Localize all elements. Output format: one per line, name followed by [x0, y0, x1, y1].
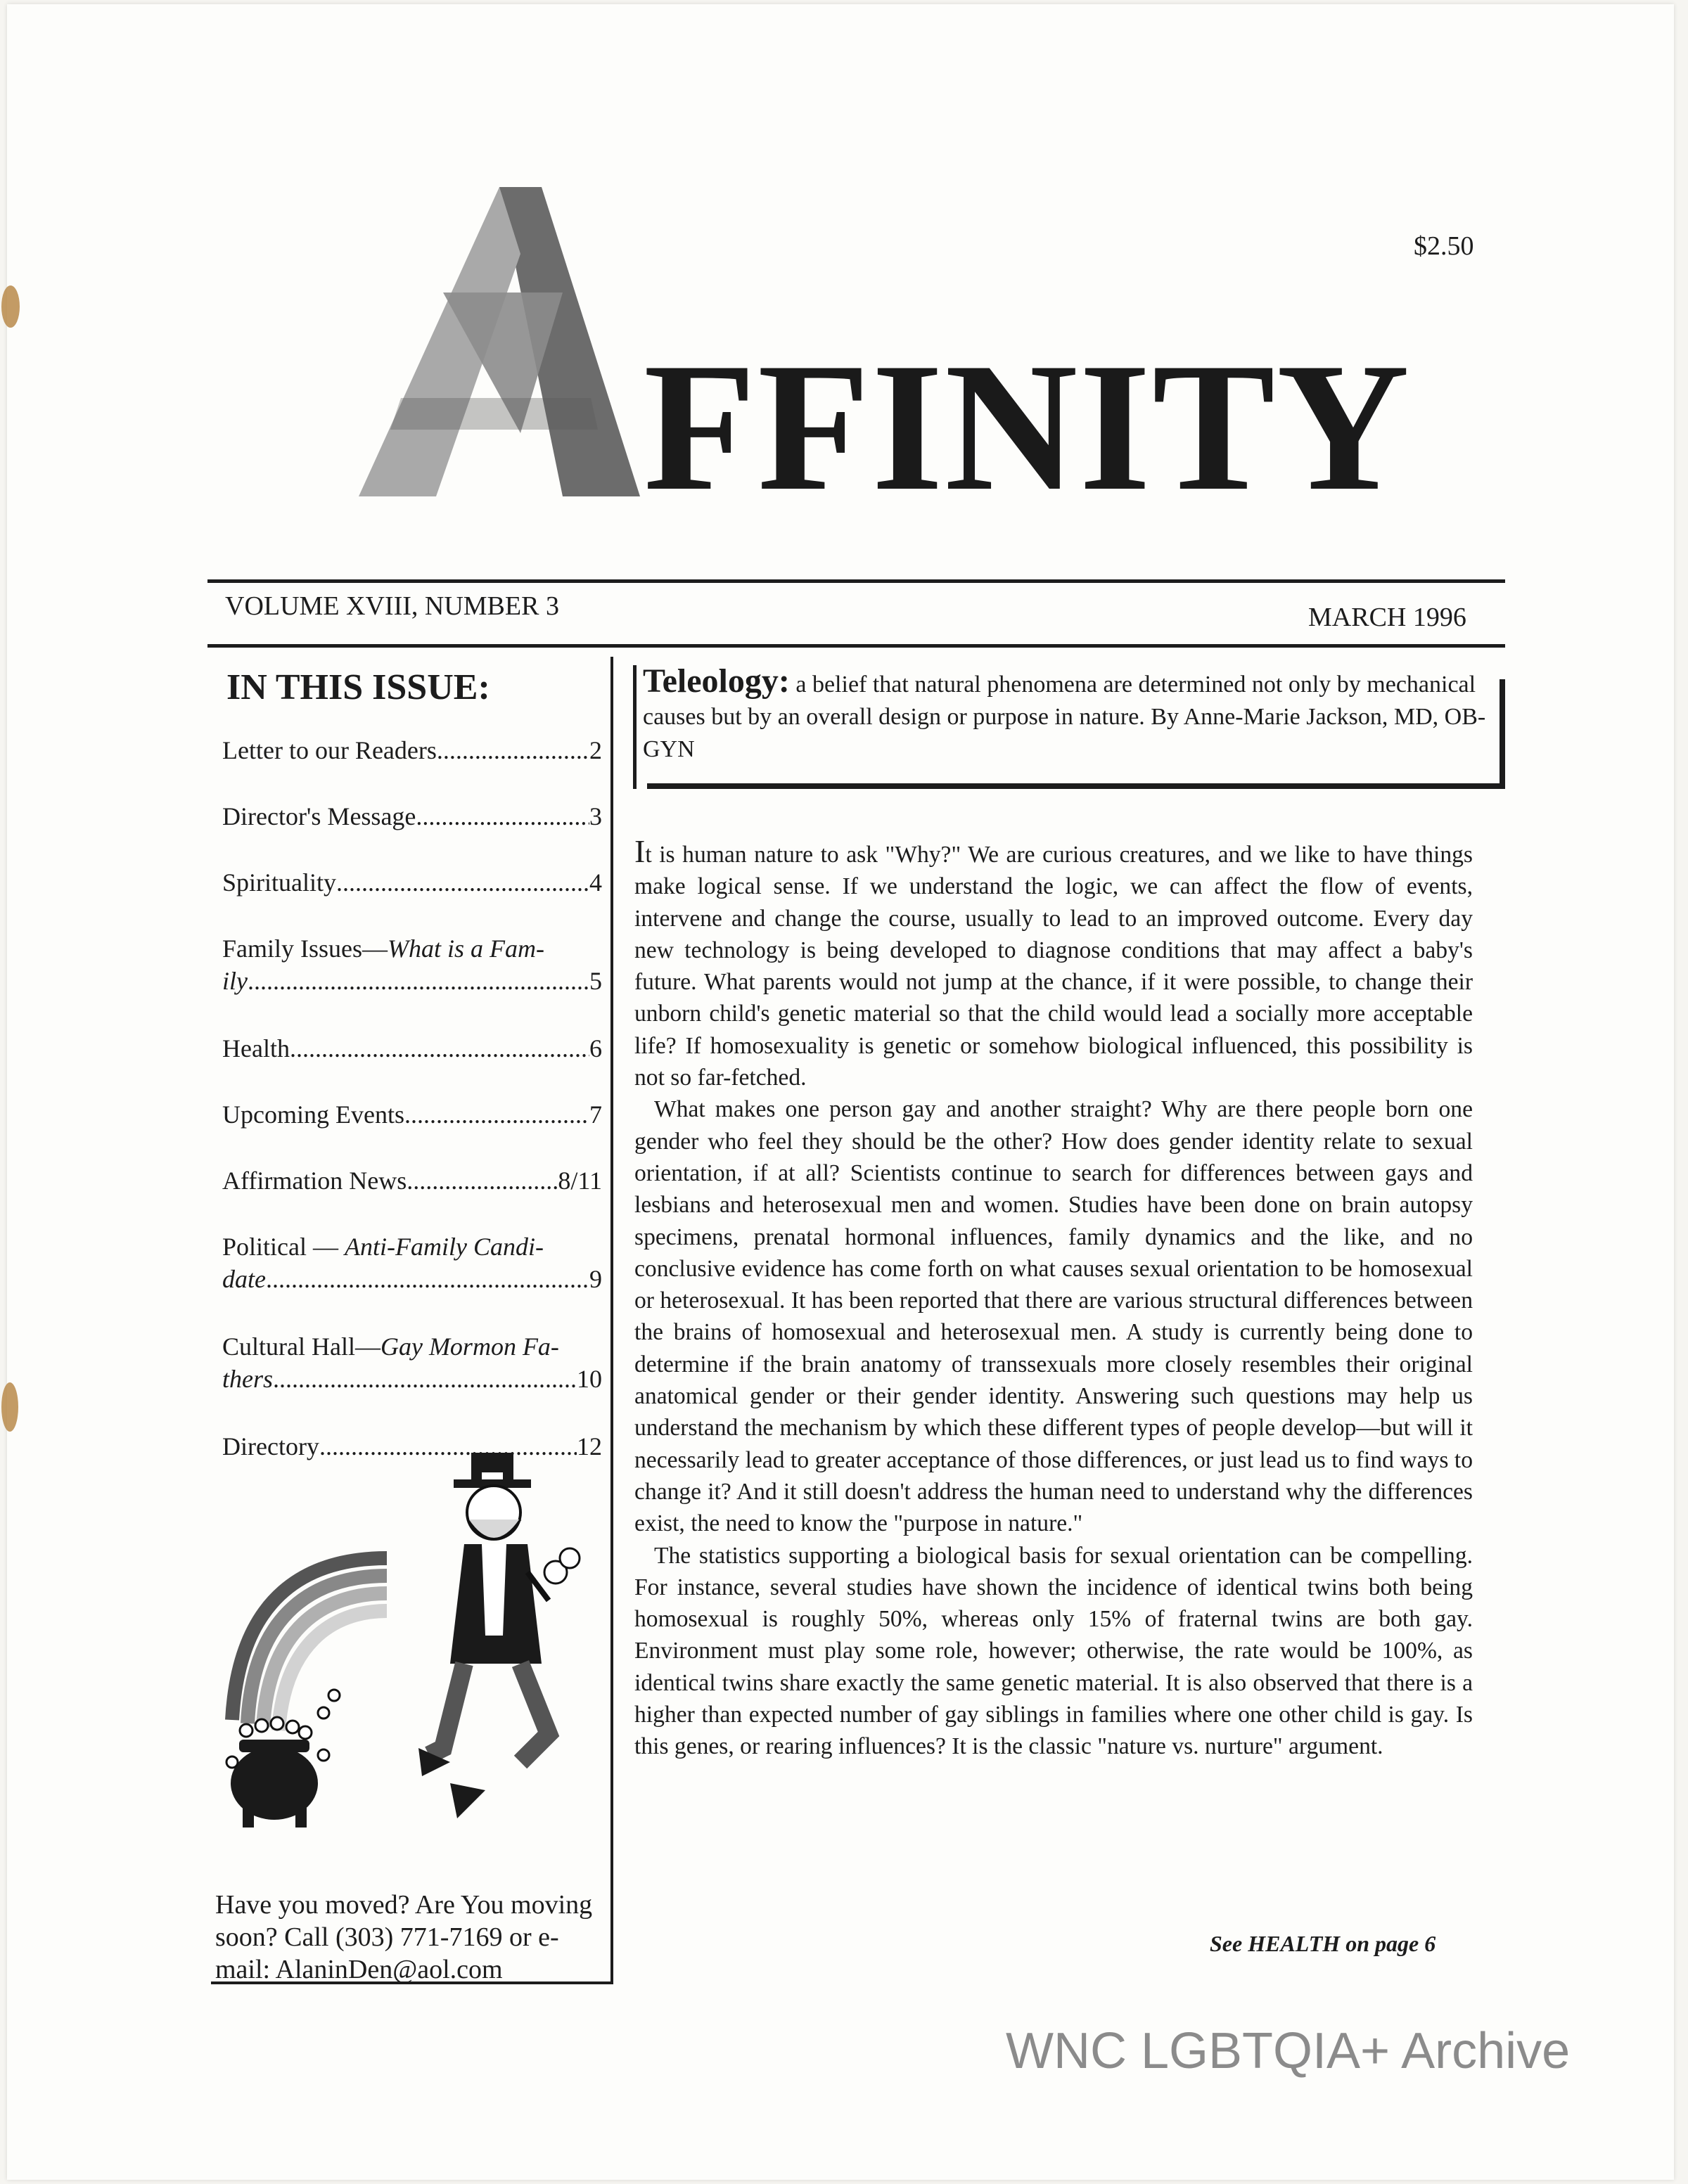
masthead-logo-a — [359, 187, 654, 503]
toc-label: Health — [222, 1034, 290, 1062]
toc-page: 6 — [589, 1034, 602, 1062]
heading-box-bottom — [647, 783, 1505, 789]
newsletter-page — [7, 4, 1674, 2180]
toc-label-line2: ily — [222, 967, 248, 995]
article-headline: Teleology: — [643, 662, 790, 700]
rust-stain-bottom — [1, 1382, 18, 1432]
masthead-rule-bottom — [207, 644, 1505, 648]
toc-label: Spirituality — [222, 868, 336, 897]
article-paragraph-2: What makes one person gay and another straight? Why are there people born one gender who feel they should be the other? How does gender identity relate to sexual orientation, if at all? Scientists continue to search for differences between gays and lesbians and heterosexual men and women. Studies have been done on brain autopsy specimens, prenatal hormonal influences, family dynamics and the like, and no conclusive evidence has come forth on what causes sexual orientation to be homosexual or heterosexual. It has been reported that there are various structural differences between the brains of homosexual and heterosexual men. A study is currently being done to determine if the brain anatomy of transsexuals more closely resembles their original anatomical gender or their gender identity. Answering such questions may help us understand the mechanism by which these different types of people develop—but will it necessarily lead to greater acceptance of those differences, or just lead us to find ways to change it? And it still doesn't address the human need to understand why the differences exist, the need to know the "purpose in nature." — [634, 1096, 1473, 1537]
masthead-rule-top — [207, 579, 1505, 583]
toc-item-director — [222, 800, 602, 833]
sidebar-title: IN THIS ISSUE: — [226, 667, 490, 707]
toc-page: 10 — [577, 1365, 602, 1393]
heading-box-left — [633, 665, 637, 789]
toc-page: 7 — [589, 1100, 602, 1129]
toc-page: 4 — [589, 868, 602, 897]
toc-page: 2 — [589, 736, 602, 764]
issue-volume: VOLUME XVIII, NUMBER 3 — [225, 591, 559, 621]
toc-item-cultural — [222, 1330, 602, 1395]
toc-label: Cultural Hall— — [222, 1332, 381, 1361]
toc-item-health — [222, 1032, 602, 1065]
article-heading-box — [633, 662, 1505, 789]
article-deck: a belief that natural phenomena are determined not only by mechanical causes but by an overall design or purpose in nature. By Anne-Marie Jackson, MD, OB-GYN — [643, 672, 1486, 762]
leprechaun-figure — [418, 1453, 580, 1818]
toc-page: 3 — [589, 802, 602, 830]
toc-item-letter — [222, 734, 602, 766]
leprechaun-illustration — [218, 1453, 598, 1846]
cover-price: $2.50 — [1414, 231, 1474, 261]
toc-label-italic: What is a Fam- — [388, 934, 544, 963]
article-dropcap: I — [634, 833, 646, 869]
issue-date: MARCH 1996 — [1308, 603, 1466, 632]
sidebar-contact-note: Have you moved? Are You moving soon? Call (303) 771-7169 or e-mail: AlaninDen@aol.com — [215, 1890, 593, 1984]
article-paragraph-3: The statistics supporting a biological basis for sexual orientation can be compelling. For instance, several studies have shown the incidence of identical twins both being homosexual is roughly 50%, whereas only 15% of fraternal twins are both gay. Environment must play some role, however; otherwise, the rate would be 100%, as identical twins share exactly the same genetic material. It is also observed that there is a higher than expected number of gay siblings in families where one other child is gay. Is this genes, or rearing influences? It is the classic "nature vs. nurture" argument. — [634, 1542, 1473, 1760]
article-continued-note: See HEALTH on page 6 — [1210, 1931, 1436, 1956]
toc-item-political — [222, 1231, 602, 1295]
toc-label-line2: date — [222, 1265, 266, 1293]
toc-page: 8/11 — [558, 1167, 602, 1195]
heading-box-right — [1500, 679, 1505, 789]
toc-label: Letter to our Readers — [222, 736, 437, 764]
article-heading — [643, 662, 1497, 766]
toc-label: Director's Message — [222, 802, 416, 830]
archive-watermark: WNC LGBTQIA+ Archive — [1006, 2023, 1571, 2079]
toc-label-italic: Gay Mormon Fa- — [380, 1332, 559, 1361]
toc-item-affirmation — [222, 1164, 602, 1197]
toc-label: Affirmation News — [222, 1167, 407, 1195]
toc-label-italic: Anti-Family Candi- — [345, 1233, 544, 1261]
toc-item-events — [222, 1098, 602, 1131]
toc-label: Family Issues— — [222, 934, 388, 963]
toc-item-family — [222, 932, 602, 997]
toc-label-line2: thers — [222, 1365, 273, 1393]
masthead-title: FFINITY — [644, 325, 1412, 529]
toc-label: Political — — [222, 1233, 345, 1261]
toc-page: 9 — [589, 1265, 602, 1293]
sidebar-border-right — [610, 657, 613, 1984]
toc-label: Directory — [222, 1432, 319, 1460]
article-body — [634, 835, 1473, 1763]
toc-page: 12 — [577, 1432, 602, 1460]
rainbow-illustration — [232, 1558, 387, 1730]
toc-label: Upcoming Events — [222, 1100, 404, 1129]
toc-item-spirituality — [222, 866, 602, 899]
article-paragraph-1: It is human nature to ask "Why?" We are curious creatures, and we like to have things make logical sense. If we understand the logic, we can affect the flow of events, intervene and change the course, usually to lead to an improved outcome. Every day new technology is being developed to diagnose conditions that may affect a baby's future. What parents would not jump at the chance, if it were possible, to change their unborn child's genetic material so that the child would lead a socially more acceptable life? If homosexuality is genetic or somehow biological influenced, this possibility is not so far-fetched. — [634, 833, 1473, 1091]
toc-page: 5 — [589, 967, 602, 995]
rust-stain-top — [1, 285, 20, 328]
